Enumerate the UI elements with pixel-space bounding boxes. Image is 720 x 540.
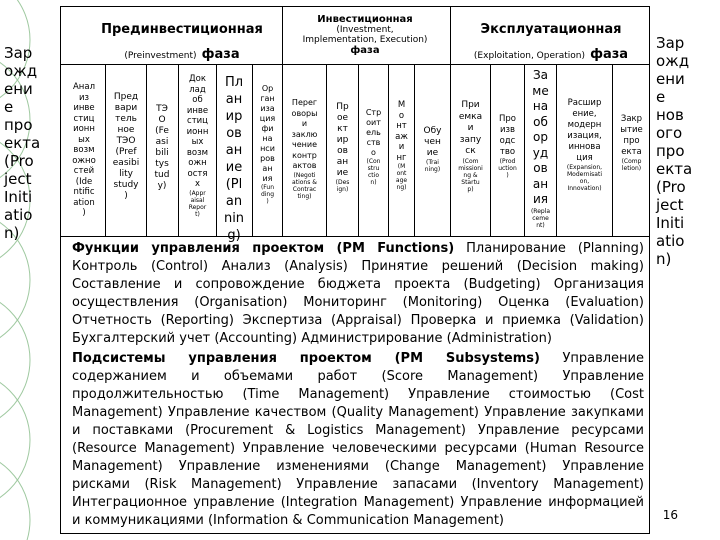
col-expansion	[557, 98, 612, 192]
phase-pre-sub: (Preinvestment)	[124, 51, 197, 61]
col-training	[415, 126, 450, 173]
col-construction-ru: Стр оит ель ств о	[365, 108, 382, 157]
col-training-ru: Обу чен ие	[423, 126, 442, 158]
pm-subsystems-lead: Подсистемы управления проектом (PM Subsystems)	[72, 351, 540, 366]
col-planning: Пл ан ир ов ан ие (Pl an nin g)	[223, 75, 245, 243]
col-feasibility: ТЭ О (Fe asi bili tys tud y)	[154, 104, 170, 191]
col-replacement-en: (Repla ceme nt)	[530, 207, 551, 229]
col-commissioning	[451, 100, 490, 193]
table-bottom-line	[60, 236, 650, 237]
col-training-en: (Trai ning)	[424, 159, 441, 173]
col-negotiations-ru: Перег оворы и заклю чение контр актов	[291, 98, 318, 170]
col-negotiations-en: (Negoti ations & Contrac ting)	[292, 171, 317, 200]
col-production-en: (Prod uction )	[498, 158, 517, 179]
col-commissioning-en: (Com missioni ng & Startu p)	[458, 157, 483, 193]
phase-investment	[280, 14, 450, 56]
col-commissioning-ru: При емка и запу ск	[458, 100, 483, 156]
col-appraisal-report	[179, 74, 216, 218]
col-montage-ru: М о нт аж и нг	[395, 100, 408, 163]
pm-functions-lead: Функции управления проектом (PM Functions)	[72, 241, 455, 256]
phase-exploitation	[452, 22, 650, 62]
phase-exp-sub: (Exploitation, Operation)	[473, 51, 585, 61]
phase-pre-faze: фаза	[201, 47, 240, 62]
phase-preinvestment	[62, 22, 302, 62]
col-funding-en: (Fun ding )	[260, 184, 275, 205]
phase-pre-title: Прединвестиционная	[101, 22, 263, 37]
col-expansion-en: (Expansion, Modernisati on, Innovation)	[566, 164, 603, 192]
page-number: 16	[662, 508, 678, 522]
col-design	[327, 102, 358, 193]
col-design-en: (Des ign)	[335, 179, 350, 193]
pm-subsystems-paragraph	[72, 350, 644, 530]
col-production-ru: Про изв одс тво	[499, 114, 516, 157]
col-completion-ru: Закр ытие про екта	[620, 114, 643, 157]
phase-pre-subline	[62, 43, 302, 62]
right-side-label: Зар ожд ени е нов ого про екта (Pro ject Initi atio n)	[656, 34, 693, 268]
header-divider-1	[282, 6, 283, 64]
col-montage	[389, 100, 414, 191]
col-construction	[359, 108, 388, 186]
col-appraisal-ru: Док лад об инве стиц ионн ых возм ожн остя х	[186, 74, 209, 189]
col-expansion-ru: Расшир ение, модерн изация, иннова ция	[567, 98, 602, 163]
col-design-ru: Пр ое кт ир ов ан ие	[336, 102, 349, 178]
pm-subsystems-text: Управление содержанием и объемами работ (Score Management) Управление продолжительностью (Time Management) Управление стоимостью (Cost Management) Управление качеством (Quality Management) Управление закупками и поставками (Procurement & Logistics Management) Управление ресурсами (Resource Management) Управление человеческими ресурсами (Human Resource Management) Управление изменениями (Change Management) Управление рисками (Risk Management) Управление запасами (Inventory Management) Интеграционное управление (Integration Management) Управление информацией и коммуникациями (Information & Communication Management)	[72, 351, 644, 528]
phase-exp-faze: фаза	[590, 47, 629, 62]
pm-functions-text: Планирование (Planning) Контроль (Control) Анализ (Analysis) Принятие решений (Decision making) Составление и сопровождение бюджета проекта (Budgeting) Организация осуществления (Organisation) Мониторинг (Monitoring) Оценка (Evaluation) Отчетность (Reporting) Экспертиза (Appraisal) Проверка и приемка (Validation) Бухгалтерский учет (Accounting) Администрирование (Administration)	[72, 241, 645, 346]
col-funding-ru: Ор ган иза ция фи на нси ров ан ия	[259, 84, 276, 183]
col-prefeasibility: Пред вари тель ное ТЭО (Pref easibi lity study )	[112, 92, 140, 201]
col-montage-en: (M ont age ng)	[395, 163, 408, 191]
header-divider-2	[450, 6, 451, 64]
col-appraisal-en: (Appr aisal Repor t)	[188, 189, 207, 218]
phase-inv-sub: (Investment, Implementation, Execution)	[302, 25, 428, 45]
left-side-label: Зар ожд ени е про екта (Pro ject Initi atio n)	[4, 44, 41, 242]
col-replacement	[525, 68, 556, 229]
col-construction-en: (Con stru ctio n)	[366, 158, 381, 186]
phase-inv-faze: фаза	[350, 45, 380, 56]
col-identification: Анал из инве стиц ионн ых возм ожно стей (Ide ntific ation )	[72, 82, 96, 218]
col-completion	[613, 114, 650, 172]
header-bottom-line	[60, 64, 650, 65]
phase-inv-title: Инвестиционная	[317, 14, 413, 25]
col-production	[491, 114, 524, 179]
phase-exp-subline	[452, 43, 650, 62]
phase-exp-title: Эксплуатационная	[480, 22, 622, 37]
col-replacement-ru: За ме на об ор уд ов ан ия	[532, 68, 549, 206]
col-funding	[253, 84, 282, 205]
col-completion-en: (Comp letion)	[621, 158, 642, 172]
pm-functions-paragraph	[72, 240, 644, 348]
col-negotiations	[283, 98, 326, 200]
